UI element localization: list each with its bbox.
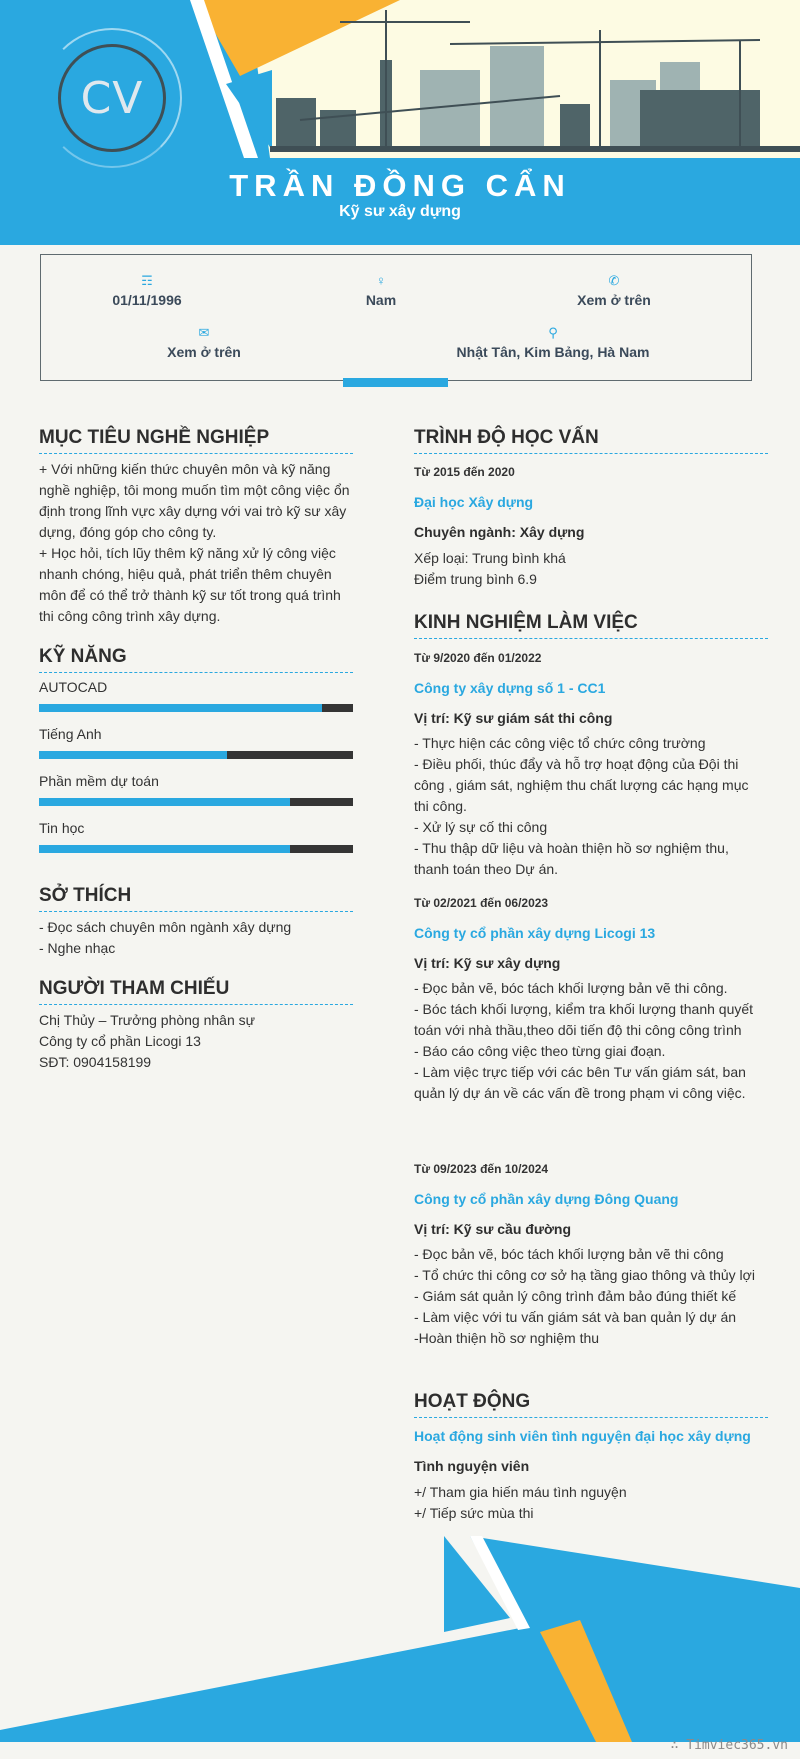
candidate-name: TRẦN ĐỒNG CẨN xyxy=(229,168,571,203)
experience-title: KINH NGHIỆM LÀM VIỆC xyxy=(414,612,638,633)
skill-bar xyxy=(39,704,353,712)
education-divider xyxy=(414,453,768,454)
address-value: Nhật Tân, Kim Bảng, Hà Nam xyxy=(456,344,650,360)
phone-value: Xem ở trên xyxy=(577,292,651,308)
birthday-value: 01/11/1996 xyxy=(112,292,182,308)
activity-description: +/ Tham gia hiến máu tình nguyện +/ Tiếp sức mùa thi xyxy=(414,1484,627,1521)
education-title: TRÌNH ĐỘ HỌC VẤN xyxy=(414,427,599,448)
job-position: Vị trí: Kỹ sư cầu đường xyxy=(414,1221,572,1237)
cake-icon: ☶ xyxy=(141,273,153,288)
watermark: ∴ Timviec365.vn xyxy=(670,1738,788,1753)
skill-bar xyxy=(39,845,353,853)
address-item xyxy=(443,326,663,360)
education-school: Đại học Xây dựng xyxy=(414,494,534,510)
email-value: Xem ở trên xyxy=(167,344,241,360)
footer-graphic xyxy=(0,1530,800,1759)
skill-label: Tiếng Anh xyxy=(39,726,102,742)
phone-icon: ✆ xyxy=(608,273,620,288)
job-position: Vị trí: Kỹ sư xây dựng xyxy=(414,955,561,971)
references-text: Chị Thủy – Trưởng phòng nhân sự Công ty cổ phần Licogi 13 SĐT: 0904158199 xyxy=(39,1012,256,1070)
activities-divider xyxy=(414,1417,768,1418)
skill-label: AUTOCAD xyxy=(39,679,108,695)
gender-icon: ♀ xyxy=(376,273,386,288)
job-period: Từ 9/2020 đến 01/2022 xyxy=(414,651,542,665)
job-description: - Đọc bản vẽ, bóc tách khối lượng bản vẽ thi công. - Bóc tách khối lượng, kiểm tra khối lượng thanh quyết toán với nhà thầu,theo dõi tiến độ thi công công trình - Báo cáo công việc theo từng giai đoạn. - Làm việc trực tiếp với các bên Tư vấn giám sát, ban quản lý dự án về các vấn đề trong phạm vi công việc. xyxy=(414,980,754,1101)
skill-bar-fill xyxy=(39,845,290,853)
job-company: Công ty xây dựng số 1 - CC1 xyxy=(414,680,606,696)
cv-logo xyxy=(58,44,166,152)
objective-title: MỤC TIÊU NGHỀ NGHIỆP xyxy=(39,427,270,448)
envelope-icon: ✉ xyxy=(198,325,210,340)
job-period: Từ 02/2021 đến 06/2023 xyxy=(414,896,549,910)
hobbies-title: SỞ THÍCH xyxy=(39,885,132,906)
skill-bar-fill xyxy=(39,798,290,806)
skills-divider xyxy=(39,672,353,673)
activity-role: Tình nguyện viên xyxy=(414,1458,530,1474)
job-position: Vị trí: Kỹ sư giám sát thi công xyxy=(414,710,613,726)
skill-bar xyxy=(39,798,353,806)
birthday-item xyxy=(67,274,227,308)
skill-bar-fill xyxy=(39,704,322,712)
skill-label: Tin học xyxy=(39,820,85,836)
cv-logo-text: CV xyxy=(80,72,144,124)
skill-bar xyxy=(39,751,353,759)
location-pin-icon: ⚲ xyxy=(548,325,558,340)
job-company: Công ty cổ phần xây dựng Licogi 13 xyxy=(414,925,656,941)
activities-title: HOẠT ĐỘNG xyxy=(414,1391,531,1412)
education-period: Từ 2015 đến 2020 xyxy=(414,465,515,479)
gender-value: Nam xyxy=(365,292,397,308)
skill-label: Phần mềm dự toán xyxy=(39,773,159,789)
experience-divider xyxy=(414,638,768,639)
skill-bar-fill xyxy=(39,751,227,759)
activity-org: Hoạt động sinh viên tình nguyện đại học xây dựng xyxy=(414,1428,751,1444)
education-major: Chuyên ngành: Xây dựng xyxy=(414,524,585,540)
cv-header xyxy=(0,0,800,245)
references-title: NGƯỜI THAM CHIẾU xyxy=(39,978,230,999)
job-description: - Đọc bản vẽ, bóc tách khối lượng bản vẽ thi công - Tổ chức thi công cơ sở hạ tầng giao thông và thủy lợi - Giám sát quản lý công trình đảm bảo đúng thiết kế - Làm việc với tu vấn giám sát và ban quản lý dự án -Hoàn thiện hồ sơ nghiệm thu xyxy=(414,1246,755,1346)
job-company: Công ty cổ phần xây dựng Đông Quang xyxy=(414,1191,679,1207)
info-box-accent-bar xyxy=(343,378,448,387)
job-description: - Thực hiện các công việc tổ chức công trường - Điều phối, thúc đẩy và hỗ trợ hoạt động của Đội thi công , giám sát, nghiệm thu chất lượng các hạng mục thi công. - Xử lý sự cố thi công - Thu thập dữ liệu và hoàn thiện hồ sơ nghiệm thu, thanh toán theo Dự án. xyxy=(414,735,749,877)
skills-title: KỸ NĂNG xyxy=(39,646,127,667)
gender-item xyxy=(301,274,461,308)
candidate-job-title: Kỹ sư xây dựng xyxy=(339,203,461,220)
email-item xyxy=(124,326,284,360)
objective-text: + Với những kiến thức chuyên môn và kỹ năng nghề nghiệp, tôi mong muốn tìm một công việc ổn định trong lĩnh vực xây dựng với vai trò kỹ sư xây dựng, đóng góp cho công ty. + Học hỏi, tích lũy thêm kỹ năng xử lý công việc nhanh chóng, hiệu quả, phát triển thêm chuyên môn để có thể trở thành kỹ sư tốt trong quá trình thi công công trình xây dựng. xyxy=(39,461,350,624)
education-details: Xếp loại: Trung bình khá Điểm trung bình 6.9 xyxy=(414,550,566,587)
hobbies-divider xyxy=(39,911,353,912)
objective-divider xyxy=(39,453,353,454)
phone-item xyxy=(534,274,694,308)
references-divider xyxy=(39,1004,353,1005)
hobbies-text: - Đọc sách chuyên môn ngành xây dựng - Nghe nhạc xyxy=(39,919,292,956)
job-period: Từ 09/2023 đến 10/2024 xyxy=(414,1162,549,1176)
